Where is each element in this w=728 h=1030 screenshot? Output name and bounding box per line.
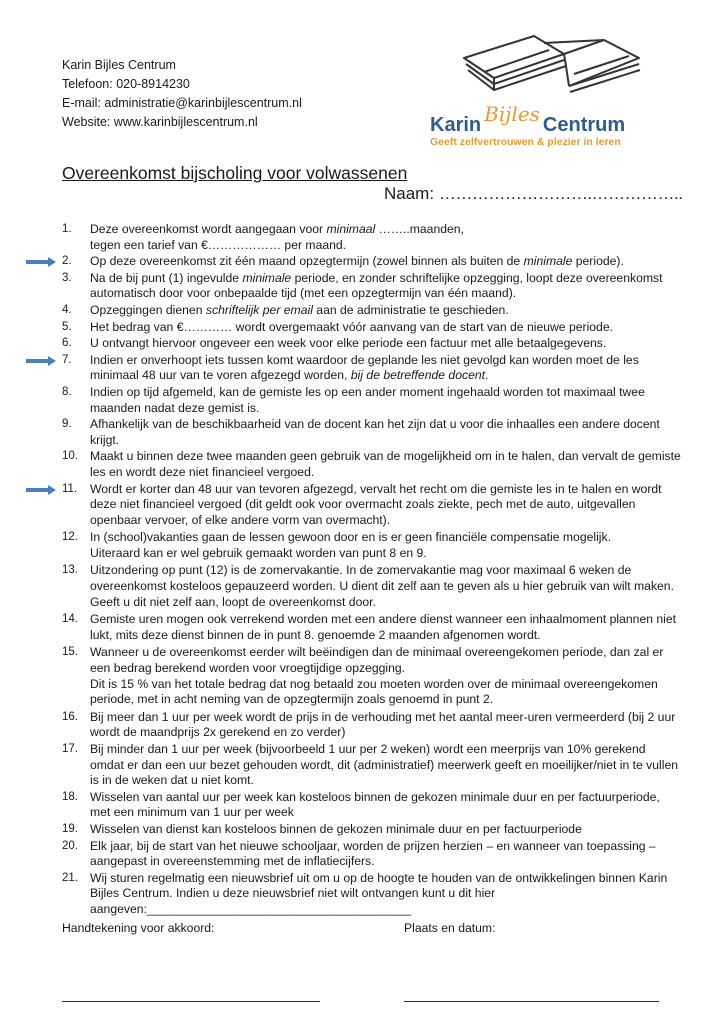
logo-wordmark: [430, 102, 626, 137]
list-item: [62, 320, 682, 336]
arrow-icon: [26, 356, 56, 366]
arrow-icon: [26, 257, 56, 267]
item-text: Wanneer u de overeenkomst eerder wilt beëindigen dan de minimaal overeengekomen periode, dan zal er een bedrag berekend worden voor vroegtijdige opzegging. Dit is 15 % van het totale bedrag dat nog betaald zou moeten worden over de minimaal overeengekomen periode, met in acht neming van de opzegtermijn zoals genoemd in punt 2.: [90, 645, 664, 707]
item-text: Op deze overeenkomst zit één maand opzegtermijn (zowel binnen als buiten de minimale periode).: [90, 254, 624, 269]
item-number: 10.: [62, 450, 78, 463]
item-text: Na de bij punt (1) ingevulde minimale periode, en zonder schriftelijke opzegging, loopt deze overeenkomst automatisch door voor onbepaalde tijd (met een opzegtermijn van één maand).: [90, 270, 663, 301]
open-book-icon: [454, 28, 644, 108]
document-title: Overeenkomst bijscholing voor volwassenen: [62, 163, 408, 183]
item-text: Bij meer dan 1 uur per week wordt de prijs in de verhouding met het aantal meer-uren vermeerderd (bij 2 uur wordt de maandprijs 2x gerekend en zo verder): [90, 709, 676, 740]
list-item: [62, 336, 682, 352]
item-number: 16.: [62, 710, 78, 723]
item-text: Het bedrag van €………… wordt overgemaakt vóór aanvang van de start van de nieuwe periode.: [90, 319, 614, 334]
item-text: Wisselen van aantal uur per week kan kosteloos binnen de gekozen minimale duur en per factuurperiode, met een minimum van 1 uur per week: [90, 789, 660, 820]
item-number: 18.: [62, 790, 78, 803]
website-line: Website: www.karinbijlescentrum.nl: [62, 115, 258, 129]
item-number: 8.: [62, 385, 72, 398]
list-item: [62, 449, 682, 480]
item-number: 4.: [62, 303, 72, 316]
name-dots: ……………………….……………..: [438, 184, 683, 203]
item-number: 3.: [62, 271, 72, 284]
item-number: 17.: [62, 743, 78, 755]
list-item: [62, 271, 682, 302]
logo-tagline: Geeft zelfvertrouwen & plezier in leren: [430, 136, 621, 148]
item-number: 15.: [62, 646, 78, 659]
item-text: Elk jaar, bij de start van het nieuwe schooljaar, worden de prijzen herzien – en wanneer van toepassing – aangepast in overeenstemming met de inflatiecijfers.: [90, 838, 656, 869]
place-date-line[interactable]: [404, 1001, 659, 1002]
signature-label: Handtekening voor akkoord:: [62, 921, 215, 935]
item-text: Gemiste uren mogen ook verrekend worden met een andere dienst wanneer een inhaalmoment plannen niet lukt, mits deze dienst binnen de in punt 8. genoemde 2 maanden afgenomen wordt.: [90, 612, 677, 642]
company-logo: [426, 28, 666, 158]
list-item: [62, 710, 682, 741]
logo-word-bijles: Bijles: [484, 102, 540, 126]
item-text: Indien op tijd afgemeld, kan de gemiste les op een ander moment ingehaald worden tot maximaal twee maanden nadat deze gemist is.: [90, 384, 645, 415]
item-text: Wordt er korter dan 48 uur van tevoren afgezegd, vervalt het recht om die gemiste les in te halen en wordt deze niet financieel vergoed (dit geldt ook voor overmacht zoals ziekte, pech met de auto, uitgevallen openbaar vervoer, of elke andere vorm van overmacht).: [90, 481, 662, 527]
item-text: Maakt u binnen deze twee maanden geen gebruik van de mogelijkheid om in te halen, dan vervalt de gemiste les en wordt deze niet financieel vergoed.: [90, 449, 681, 479]
item-text: In (school)vakanties gaan de lessen gewoon door en is er geen financiële compensatie mogelijk. Uiteraard kan er wel gebruik gemaakt worden van punt 8 en 9.: [90, 530, 611, 560]
item-number: 13.: [62, 564, 78, 577]
list-item: [62, 871, 682, 918]
logo-word-karin: Karin: [430, 114, 482, 136]
list-item: [62, 563, 682, 610]
item-text: Uitzondering op punt (12) is de zomervakantie. In de zomervakantie mag voor maximaal 6 weken de overeenkomst kosteloos gepauzeerd worden. U dient dit zelf aan te geven als u hier gebruik van wilt maken. Geeft u dit niet zelf aan, loopt de overeenkomst door.: [90, 563, 674, 609]
email-line: E-mail: administratie@karinbijlescentrum.nl: [62, 96, 302, 110]
list-item: [62, 612, 682, 643]
logo-word-centrum: Centrum: [542, 114, 626, 136]
item-number: 6.: [62, 337, 72, 350]
item-number: 11.: [62, 482, 78, 495]
list-item: [62, 254, 682, 270]
list-item: [62, 742, 682, 789]
item-text: Afhankelijk van de beschikbaarheid van de docent kan het zijn dat u voor die inhaalles een andere docent krijgt.: [90, 417, 660, 447]
item-text: Indien er onverhoopt iets tussen komt waardoor de geplande les niet gevolgd kan worden moet de les minimaal 48 uur van te voren afgezegd worden, bij de betreffende docent.: [90, 352, 639, 383]
item-number: 14.: [62, 613, 78, 626]
item-number: 7.: [62, 353, 72, 366]
item-number: 20.: [62, 839, 78, 852]
agreement-list: [62, 222, 682, 919]
item-number: 12.: [62, 531, 78, 544]
item-text: Wisselen van dienst kan kosteloos binnen de gekozen minimale duur en per factuurperiode: [90, 821, 582, 836]
list-item: [62, 822, 682, 838]
name-field: [384, 184, 682, 204]
list-item: [62, 482, 682, 529]
company-name: Karin Bijles Centrum: [62, 58, 176, 72]
list-item: [62, 839, 682, 870]
list-item: [62, 303, 682, 319]
list-item: [62, 530, 682, 561]
list-item: [62, 353, 682, 384]
item-number: 5.: [62, 320, 72, 333]
item-number: 9.: [62, 418, 72, 431]
item-text: Bij minder dan 1 uur per week (bijvoorbeeld 1 uur per 2 weken) wordt een meerprijs van 10% gerekend omdat er dan een uur bezet gehouden wordt, dit (administratief) meerwerk geeft en moeilijker/niet in te vullen is in de weken dat u niet komt.: [90, 742, 679, 788]
signature-line[interactable]: [62, 1001, 320, 1002]
item-number: 1.: [62, 223, 72, 235]
list-item: [62, 790, 682, 821]
item-text: Opzeggingen dienen schriftelijk per email aan de administratie te geschieden.: [90, 302, 509, 317]
list-item: [62, 222, 682, 253]
arrow-icon: [26, 485, 56, 495]
phone-line: Telefoon: 020-8914230: [62, 77, 190, 91]
item-number: 2.: [62, 255, 72, 268]
item-number: 19.: [62, 822, 78, 835]
item-text: U ontvangt hiervoor ongeveer een week voor elke periode een factuur met alle betaalgegevens.: [90, 336, 607, 351]
contact-block: [62, 56, 302, 132]
list-item: [62, 417, 682, 448]
name-label: Naam:: [384, 184, 435, 203]
place-date-label: Plaats en datum:: [404, 921, 496, 935]
item-number: 21.: [62, 871, 78, 884]
item-text: Wij sturen regelmatig een nieuwsbrief uit om u op de hoogte te houden van de ontwikkelingen binnen Karin Bijles Centrum. Indien u deze nieuwsbrief niet wilt ontvangen kunt u dit hier aangeven:_______________________________________: [90, 870, 668, 916]
list-item: [62, 385, 682, 416]
item-text: Deze overeenkomst wordt aangegaan voor minimaal ……..maanden, tegen een tarief van €……………… per maand.: [90, 222, 464, 252]
list-item: [62, 645, 682, 707]
